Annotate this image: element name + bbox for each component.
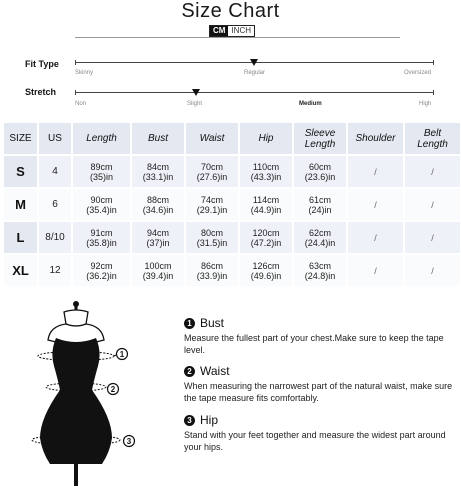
stretch-tick <box>75 90 76 95</box>
cell-bust: 84cm (33.1)in <box>132 156 184 187</box>
cell-sleeve-length: 60cm (23.6)in <box>294 156 346 187</box>
cell-belt-length: / <box>405 189 460 220</box>
cell-sleeve-length: 63cm (24.8)in <box>294 255 346 286</box>
cell-hip: 120cm (47.2)in <box>240 222 292 253</box>
header-belt-length: Belt Length <box>405 123 460 154</box>
table-row <box>4 222 460 253</box>
cell-bust: 100cm (39.4)in <box>132 255 184 286</box>
cell-waist: 86cm (33.9)in <box>186 255 238 286</box>
table-row <box>4 189 460 220</box>
cell-waist: 80cm (31.5)in <box>186 222 238 253</box>
cell-sleeve-length: 62cm (24.4)in <box>294 222 346 253</box>
cell-waist: 74cm (29.1)in <box>186 189 238 220</box>
stretch-marker-icon <box>192 89 200 96</box>
cell-us: 12 <box>39 255 71 286</box>
cell-shoulder: / <box>348 222 403 253</box>
header-size: SIZE <box>4 123 37 154</box>
header-waist: Waist <box>186 123 238 154</box>
fit-type-tick <box>75 60 76 65</box>
title-divider <box>75 37 400 38</box>
cell-us: 4 <box>39 156 71 187</box>
bust-marker-number: 1 <box>119 350 125 359</box>
header-bust: Bust <box>132 123 184 154</box>
cell-length: 90cm (35.4)in <box>73 189 130 220</box>
bust-number-icon: 1 <box>184 318 195 329</box>
cell-waist: 70cm (27.6)in <box>186 156 238 187</box>
page-title: Size Chart <box>181 0 280 22</box>
stretch-option-non: Non <box>75 101 87 107</box>
header-sleeve-length: Sleeve Length <box>294 123 346 154</box>
table-row <box>4 156 460 187</box>
waist-description: When measuring the narrowest part of the natural waist, make sure the tape measure fits comfortably. <box>184 381 453 403</box>
size-table <box>2 121 461 288</box>
table-header-row <box>4 123 460 154</box>
waist-instruction <box>184 364 456 404</box>
cell-us: 6 <box>39 189 71 220</box>
waist-title: Waist <box>200 364 230 378</box>
waist-number-icon: 2 <box>184 366 195 377</box>
cell-us: 8/10 <box>39 222 71 253</box>
cell-shoulder: / <box>348 255 403 286</box>
hip-number-icon: 3 <box>184 415 195 426</box>
hip-description: Stand with your feet together and measure the widest part around your hips. <box>184 430 446 452</box>
fit-type-option-skinny: Skinny <box>75 70 94 76</box>
unit-inch-option[interactable]: INCH <box>228 26 254 36</box>
cell-bust: 88cm (34.6)in <box>132 189 184 220</box>
cell-length: 89cm (35)in <box>73 156 130 187</box>
cell-size: M <box>4 189 37 220</box>
fit-type-option-regular: Regular <box>244 70 266 76</box>
header-shoulder: Shoulder <box>348 123 403 154</box>
cell-hip: 114cm (44.9)in <box>240 189 292 220</box>
header-hip: Hip <box>240 123 292 154</box>
header-us: US <box>39 123 71 154</box>
stretch-scale-line <box>75 92 434 93</box>
fit-type-marker-icon <box>250 59 258 66</box>
mannequin-neck <box>64 310 88 326</box>
stretch-label: Stretch <box>25 87 57 97</box>
cell-hip: 126cm (49.6)in <box>240 255 292 286</box>
cell-shoulder: / <box>348 156 403 187</box>
cell-bust: 94cm (37)in <box>132 222 184 253</box>
fit-type-label: Fit Type <box>25 59 59 69</box>
mannequin-dress <box>40 338 112 464</box>
cell-hip: 110cm (43.3)in <box>240 156 292 187</box>
mannequin-illustration <box>28 300 148 488</box>
hip-title: Hip <box>200 413 219 427</box>
cell-size: L <box>4 222 37 253</box>
stretch-option-medium: Medium <box>299 101 322 107</box>
bust-instruction <box>184 316 456 356</box>
stretch-option-slight: Slight <box>187 101 203 107</box>
cell-size: XL <box>4 255 37 286</box>
hip-instruction <box>184 413 456 453</box>
cell-length: 91cm (35.8)in <box>73 222 130 253</box>
cell-sleeve-length: 61cm (24)in <box>294 189 346 220</box>
bust-leader <box>114 355 116 356</box>
hip-marker-number: 3 <box>126 437 132 446</box>
bust-title: Bust <box>200 316 225 330</box>
fit-type-option-oversized: Oversized <box>404 70 432 76</box>
table-row <box>4 255 460 286</box>
cell-length: 92cm (36.2)in <box>73 255 130 286</box>
waist-marker-number: 2 <box>110 385 116 394</box>
bust-description: Measure the fullest part of your chest.Make sure to keep the tape level. <box>184 333 444 355</box>
unit-toggle[interactable] <box>209 25 255 37</box>
fit-type-tick <box>433 60 434 65</box>
header-length: Length <box>73 123 130 154</box>
unit-cm-option[interactable]: CM <box>210 26 228 36</box>
cell-shoulder: / <box>348 189 403 220</box>
cell-belt-length: / <box>405 255 460 286</box>
cell-belt-length: / <box>405 222 460 253</box>
cell-belt-length: / <box>405 156 460 187</box>
mannequin-stand <box>74 464 78 486</box>
stretch-option-high: High <box>419 101 432 107</box>
stretch-tick <box>433 90 434 95</box>
cell-size: S <box>4 156 37 187</box>
